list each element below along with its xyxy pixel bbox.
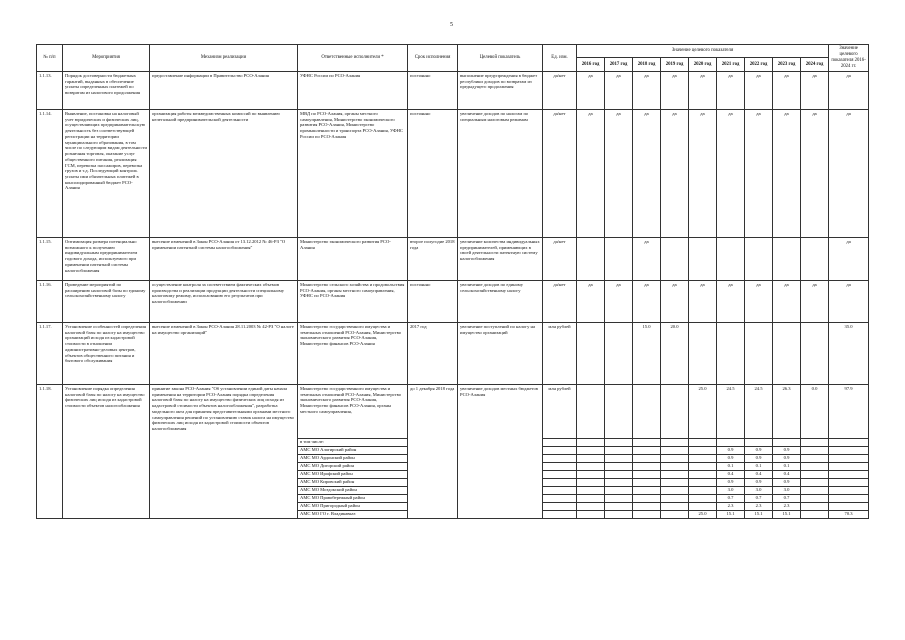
row-mechanism: осуществление контроля за соответствием фактических объемов производства и реализации продукции деятельности специальному налоговому режиму, использованию его результатов при налогообложении	[150, 280, 298, 322]
sub-row-year-value	[605, 478, 633, 486]
sub-row-unit	[543, 438, 577, 446]
row-year-value: 24.5	[717, 384, 745, 438]
row-year-value: да	[633, 71, 661, 109]
row-year-value: да	[773, 71, 801, 109]
row-year-value: да	[717, 109, 745, 237]
row-number: 1.1.14.	[37, 109, 63, 237]
sub-row-year-value	[661, 478, 689, 486]
sub-row-year-value	[605, 494, 633, 502]
header-year: 2019 год	[661, 58, 689, 71]
sub-row-label: АМС МО Дигорский район	[298, 462, 408, 470]
row-year-value: да	[801, 71, 829, 109]
sub-row-label: в том числе:	[298, 438, 408, 446]
row-indicator: увеличение количества индивидуальных предпринимателей, применяющих в своей деятельности патентную систему налогообложения	[458, 237, 543, 280]
row-indicator: увеличение доходов по налогам по специальным налоговым режимам	[458, 109, 543, 237]
header-mechanism: Механизм реализации	[150, 45, 298, 72]
sub-row-year-value	[661, 510, 689, 518]
row-mechanism: предоставление информации в Правительство РСО-Алания	[150, 71, 298, 109]
sub-row-year-value: 0.9	[745, 478, 773, 486]
row-term: 2017 год	[408, 322, 458, 384]
row-number: 1.1.15.	[37, 237, 63, 280]
sub-row-year-value: 0.4	[745, 470, 773, 478]
table-row	[37, 322, 869, 384]
sub-row-year-value	[577, 510, 605, 518]
sub-row-unit	[543, 470, 577, 478]
header-year: 2017 год	[605, 58, 633, 71]
row-indicator: увеличение доходов по единому сельскохозяйственному налогу	[458, 280, 543, 322]
row-year-value	[633, 384, 661, 438]
row-activity: Выявление, постановка на налоговый учет юридических и физических лиц, осуществляющих предпринимательскую деятельность без соответствующей регистрации на территории муниципального образования, в том числе по следующим видам деятельности розничная торговля, оказание услуг общественного питания, реализация ГСМ, перевозка пассажиров, перевозка грузов и т.д. Последующий контроль уплаты ими обязательных платежей в консолидированный бюджет РСО-Алания	[63, 109, 150, 237]
sub-row-label: АМС МО Моздокский район	[298, 486, 408, 494]
sub-row-year-value: 0.7	[717, 494, 745, 502]
sub-row-year-value	[801, 502, 829, 510]
row-year-value: да	[661, 109, 689, 237]
row-number: 1.1.18.	[37, 384, 63, 518]
sub-row-year-value	[577, 470, 605, 478]
row-year-value	[577, 322, 605, 384]
sub-row-year-value	[801, 462, 829, 470]
sub-row-year-value	[605, 438, 633, 446]
sub-row-year-value: 3.0	[773, 486, 801, 494]
header-num: № п/п	[37, 45, 63, 72]
sub-row-year-value	[689, 462, 717, 470]
row-unit: да/нет	[543, 109, 577, 237]
sub-row-year-value	[633, 462, 661, 470]
row-year-value: да	[577, 71, 605, 109]
sub-row-total	[829, 486, 869, 494]
sub-row-year-value: 0.1	[773, 462, 801, 470]
header-year: 2024 год	[801, 58, 829, 71]
row-year-value	[717, 237, 745, 280]
sub-row-year-value	[801, 494, 829, 502]
sub-row-year-value	[633, 494, 661, 502]
row-year-value: да	[801, 109, 829, 237]
sub-row-year-value: 25.0	[689, 510, 717, 518]
sub-row-year-value	[661, 438, 689, 446]
row-year-value	[577, 384, 605, 438]
sub-row-year-value: 0.9	[773, 478, 801, 486]
sub-row-year-value: 0.9	[773, 454, 801, 462]
row-indicator: увеличение доходов местных бюджетов РСО-Алания	[458, 384, 543, 518]
sub-row-total	[829, 446, 869, 454]
sub-row-year-value	[633, 446, 661, 454]
row-year-value	[745, 237, 773, 280]
sub-row-year-value: 0.9	[773, 446, 801, 454]
row-year-value	[605, 322, 633, 384]
row-year-value	[745, 322, 773, 384]
sub-row-year-value	[801, 478, 829, 486]
sub-row-total	[829, 462, 869, 470]
sub-row-year-value	[661, 446, 689, 454]
sub-row-unit	[543, 462, 577, 470]
sub-row-year-value: 15.1	[773, 510, 801, 518]
row-year-value	[717, 322, 745, 384]
row-year-value: да	[605, 280, 633, 322]
row-activity: Установление порядка определения налоговой базы по налогу на имущество физических лиц исходя из кадастровой стоимости объектов налогообложения	[63, 384, 150, 518]
sub-row-unit	[543, 494, 577, 502]
page-number: 5	[450, 22, 453, 28]
sub-row-label: АМС МО Правобережный район	[298, 494, 408, 502]
sub-row-year-value	[577, 494, 605, 502]
sub-row-unit	[543, 478, 577, 486]
row-year-value: да	[633, 280, 661, 322]
row-indicator: увеличение поступлений по налогу на имущество организаций	[458, 322, 543, 384]
row-unit: млн рублей	[543, 322, 577, 384]
header-year: 2023 год	[773, 58, 801, 71]
row-year-value: да	[605, 71, 633, 109]
row-term: второе полугодие 2018 года	[408, 237, 458, 280]
row-year-value: 15.0	[633, 322, 661, 384]
sub-row-year-value	[801, 470, 829, 478]
sub-row-year-value	[661, 494, 689, 502]
sub-row-year-value: 0.9	[717, 454, 745, 462]
row-year-value	[605, 237, 633, 280]
sub-row-year-value	[801, 454, 829, 462]
row-indicator: выполнение предупреждения в бюджет республики доходов по возвратам из предыдущего продолжения	[458, 71, 543, 109]
sub-row-year-value	[661, 454, 689, 462]
row-executor: Министерство государственного имущества и земельных отношений РСО-Алания, Министерство экономического развития РСО-Алания, Министерство финансов РСО-Алания, органы местного самоуправления,	[298, 384, 408, 438]
row-number: 1.1.17.	[37, 322, 63, 384]
row-activity: Оптимизация размера потенциально возможного к получению индивидуальным предпринимателем годового дохода, используемого при применении патентной системы налогообложения	[63, 237, 150, 280]
row-executor: Министерство сельского хозяйства и продовольствия РСО-Алания, органы местного самоуправления, УФНС по РСО-Алания	[298, 280, 408, 322]
row-total: 97.9	[829, 384, 869, 438]
header-term: Срок исполнения	[408, 45, 458, 72]
sub-row-year-value: 0.4	[717, 470, 745, 478]
row-mechanism: внесение изменений в Закон РСО-Алания от 13.12.2012 № 46-РЗ "О применении патентной системы налогообложения"	[150, 237, 298, 280]
row-year-value	[801, 322, 829, 384]
sub-row-year-value	[605, 470, 633, 478]
sub-row-unit	[543, 502, 577, 510]
sub-row-year-value: 15.1	[717, 510, 745, 518]
row-year-value: 24.5	[745, 384, 773, 438]
sub-row-year-value	[661, 502, 689, 510]
sub-row-total	[829, 494, 869, 502]
row-activity: Установление особенностей определения налоговой базы по налогу на имущество организаций исходя из кадастровой стоимости в отношении административно-деловых центров, объектов общественного питания и бытового обслуживания	[63, 322, 150, 384]
row-year-value	[577, 237, 605, 280]
row-mechanism: организация работы межведомственных комиссий по выявлению нелегальной предпринимательской деятельности	[150, 109, 298, 237]
sub-row-year-value	[689, 446, 717, 454]
sub-row-label: АМС МО Ирафский район	[298, 470, 408, 478]
row-total: да	[829, 280, 869, 322]
sub-row-year-value	[801, 446, 829, 454]
sub-row-total	[829, 454, 869, 462]
row-year-value: 25.0	[689, 384, 717, 438]
row-number: 1.1.13.	[37, 71, 63, 109]
row-year-value: да	[577, 280, 605, 322]
table-row	[37, 237, 869, 280]
row-year-value	[661, 384, 689, 438]
row-executor: МВД по РСО-Алания, органы местного самоуправления, Министерство экономического развития РСО-Алания, Министерство промышленности и транспорта РСО-Алания, УФНС России по РСО-Алания	[298, 109, 408, 237]
sub-row-year-value: 2.3	[717, 502, 745, 510]
row-year-value	[661, 237, 689, 280]
header-activity: Мероприятия	[63, 45, 150, 72]
header-year: 2022 год	[745, 58, 773, 71]
row-year-value: да	[689, 71, 717, 109]
sub-row-year-value: 15.1	[745, 510, 773, 518]
row-total: да	[829, 109, 869, 237]
sub-row-year-value	[577, 454, 605, 462]
row-unit: да/нет	[543, 71, 577, 109]
sub-row-year-value: 0.9	[745, 454, 773, 462]
row-year-value: да	[745, 71, 773, 109]
sub-row-year-value	[633, 502, 661, 510]
row-activity: Порядок достоверности бюджетных гарантий, выданных в обеспечение уплаты определенных платежей по возвратам из налогового продолжения	[63, 71, 150, 109]
row-unit: млн рублей	[543, 384, 577, 438]
sub-row-year-value	[633, 438, 661, 446]
row-year-value: да	[661, 280, 689, 322]
measures-table	[36, 44, 869, 519]
sub-row-total: 70.3	[829, 510, 869, 518]
row-year-value: да	[661, 71, 689, 109]
row-total: 35.0	[829, 322, 869, 384]
row-year-value	[773, 322, 801, 384]
row-year-value: да	[773, 109, 801, 237]
sub-row-label: АМС МО Кировский район	[298, 478, 408, 486]
sub-row-year-value	[577, 486, 605, 494]
row-year-value	[801, 237, 829, 280]
row-term: постоянно	[408, 280, 458, 322]
sub-row-year-value	[605, 454, 633, 462]
sub-row-total	[829, 438, 869, 446]
row-executor: Министерство экономического развития РСО-Алания	[298, 237, 408, 280]
sub-row-year-value: 0.9	[745, 446, 773, 454]
sub-row-year-value	[633, 454, 661, 462]
sub-row-year-value: 0.1	[745, 462, 773, 470]
sub-row-year-value	[605, 510, 633, 518]
sub-row-total	[829, 502, 869, 510]
sub-row-year-value	[745, 438, 773, 446]
sub-row-year-value	[577, 502, 605, 510]
header-years-group: Значение целевого показателя	[577, 45, 829, 58]
row-mechanism: внесение изменений в Закон РСО-Алания 28.11.2003 № 42-РЗ "О налоге на имущество организаций"	[150, 322, 298, 384]
sub-row-year-value: 0.7	[745, 494, 773, 502]
row-total: да	[829, 237, 869, 280]
row-year-value: да	[633, 237, 661, 280]
row-year-value: да	[717, 71, 745, 109]
row-year-value: да	[633, 109, 661, 237]
row-year-value: да	[689, 280, 717, 322]
table-row	[37, 280, 869, 322]
sub-row-year-value	[633, 486, 661, 494]
sub-row-year-value: 0.9	[717, 478, 745, 486]
header-year: 2021 год	[717, 58, 745, 71]
header-year: 2016 год	[577, 58, 605, 71]
header-indicator: Целевой показатель	[458, 45, 543, 72]
sub-row-year-value	[605, 502, 633, 510]
sub-row-year-value	[689, 502, 717, 510]
sub-row-total	[829, 478, 869, 486]
header-year: 2018 год	[633, 58, 661, 71]
header-total: Значение целевого показателя 2016-2024 гг.	[829, 45, 869, 72]
sub-row-year-value: 0.9	[717, 446, 745, 454]
sub-row-year-value: 3.0	[745, 486, 773, 494]
sub-row-year-value	[689, 486, 717, 494]
row-year-value: 0.0	[801, 384, 829, 438]
sub-row-year-value	[605, 446, 633, 454]
sub-row-year-value	[689, 494, 717, 502]
sub-row-year-value	[577, 438, 605, 446]
sub-row-year-value: 0.7	[773, 494, 801, 502]
table-row	[37, 384, 869, 438]
sub-row-year-value	[773, 438, 801, 446]
row-year-value	[689, 322, 717, 384]
sub-row-year-value	[577, 478, 605, 486]
sub-row-year-value	[661, 470, 689, 478]
row-total: да	[829, 71, 869, 109]
sub-row-year-value	[689, 470, 717, 478]
row-term: постоянно	[408, 109, 458, 237]
row-year-value: 26.3	[773, 384, 801, 438]
sub-row-year-value	[577, 446, 605, 454]
table-row	[37, 109, 869, 237]
sub-row-year-value: 0.4	[773, 470, 801, 478]
sub-row-label: АМС МО Ардонский район	[298, 454, 408, 462]
sub-row-year-value	[717, 438, 745, 446]
sub-row-year-value	[801, 438, 829, 446]
sub-row-total	[829, 470, 869, 478]
row-unit: да/нет	[543, 280, 577, 322]
sub-row-year-value	[605, 486, 633, 494]
header-row-top	[37, 45, 869, 58]
sub-row-year-value	[801, 486, 829, 494]
row-activity: Проведение мероприятий по расширению налоговой базы по единому сельскохозяйственному налогу	[63, 280, 150, 322]
sub-row-year-value: 2.3	[745, 502, 773, 510]
row-year-value: да	[717, 280, 745, 322]
table-row	[37, 71, 869, 109]
sub-row-label: АМС МО Пригородный район	[298, 502, 408, 510]
sub-row-year-value: 2.3	[773, 502, 801, 510]
sub-row-unit	[543, 510, 577, 518]
sub-row-year-value	[689, 478, 717, 486]
sub-row-label: АМС МО Алагирский район	[298, 446, 408, 454]
sub-row-year-value	[661, 486, 689, 494]
row-year-value: да	[577, 109, 605, 237]
row-number: 1.1.16.	[37, 280, 63, 322]
row-year-value: да	[745, 280, 773, 322]
sub-row-unit	[543, 486, 577, 494]
row-unit: да/нет	[543, 237, 577, 280]
sub-row-year-value	[633, 470, 661, 478]
sub-row-year-value	[689, 438, 717, 446]
sub-row-year-value	[689, 454, 717, 462]
sub-row-year-value	[633, 510, 661, 518]
header-unit: Ед. изм.	[543, 45, 577, 72]
sub-row-unit	[543, 454, 577, 462]
row-year-value: да	[773, 280, 801, 322]
row-year-value: да	[801, 280, 829, 322]
row-year-value: да	[745, 109, 773, 237]
sub-row-unit	[543, 446, 577, 454]
row-year-value: да	[689, 109, 717, 237]
row-mechanism: принятие закона РСО-Алания "Об установлении единой даты начала применения на территории РСО-Алания порядка определения налоговой базы по налогу на имущество физических лиц исходя из кадастровой стоимости объектов налогообложения", разработка модельного акта для принятия представительными органами местного самоуправления решений по установлению ставок налога на имущество физических лиц исходя из кадастровой стоимости объектов налогообложения	[150, 384, 298, 518]
row-executor: УФНС России по РСО-Алания	[298, 71, 408, 109]
row-year-value: 20.0	[661, 322, 689, 384]
header-year: 2020 год	[689, 58, 717, 71]
row-year-value	[605, 384, 633, 438]
row-year-value: да	[605, 109, 633, 237]
sub-row-year-value: 0.1	[717, 462, 745, 470]
sub-row-label: АМС МО ГО г. Владикавказ	[298, 510, 408, 518]
sub-row-year-value	[633, 478, 661, 486]
row-year-value	[689, 237, 717, 280]
sub-row-year-value	[605, 462, 633, 470]
header-executor: Ответственные исполнители *	[298, 45, 408, 72]
sub-row-year-value: 3.0	[717, 486, 745, 494]
row-year-value	[773, 237, 801, 280]
sub-row-year-value	[577, 462, 605, 470]
sub-row-year-value	[661, 462, 689, 470]
row-term: постоянно	[408, 71, 458, 109]
row-term: до 1 декабря 2018 года	[408, 384, 458, 518]
row-executor: Министерство государственного имущества и земельных отношений РСО-Алания, Министерство экономического развития РСО-Алания, Министерство финансов РСО-Алания	[298, 322, 408, 384]
sub-row-year-value	[801, 510, 829, 518]
